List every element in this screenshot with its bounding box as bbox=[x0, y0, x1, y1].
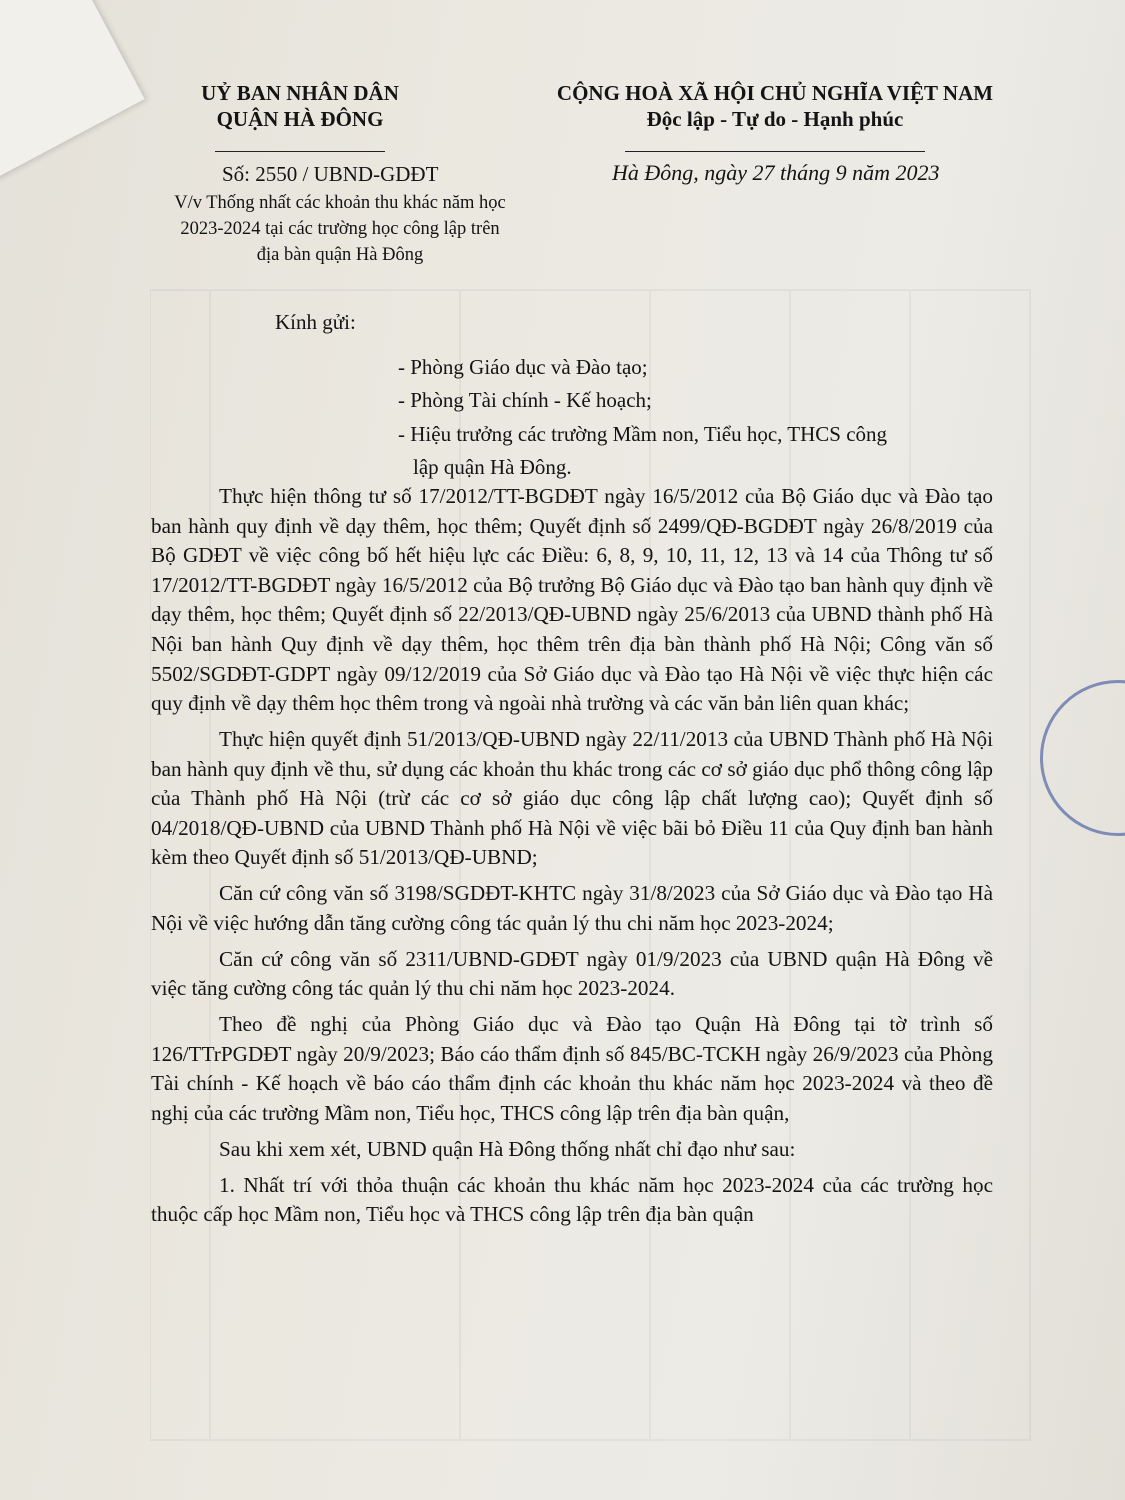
recipient-1: - Phòng Giáo dục và Đào tạo; bbox=[398, 355, 648, 379]
issuer-line-1: UỶ BAN NHÂN DÂN bbox=[201, 81, 399, 105]
body-paragraph-5: Theo đề nghị của Phòng Giáo dục và Đào tạo Quận Hà Đông tại tờ trình số 126/TTrPGDĐT ngày 20/9/2023; Báo cáo thẩm định số 845/BC-TCKH ngày 26/9/2023 của Phòng Tài chính - Kế hoạch về báo cáo thẩm định các khoản thu khác năm học 2023-2024 và theo đề nghị của các trường Mầm non, Tiểu học, THCS công lập trên địa bàn quận, bbox=[151, 1012, 993, 1126]
body-paragraph-4: Căn cứ công văn số 2311/UBND-GDĐT ngày 01/9/2023 của UBND quận Hà Đông về việc tăng cường công tác quản lý thu chi năm học 2023-2024. bbox=[151, 946, 993, 1001]
issuer-underline bbox=[215, 151, 385, 152]
document-date: Hà Đông, ngày 27 tháng 9 năm 2023 bbox=[612, 160, 940, 185]
page-corner-fold bbox=[0, 0, 145, 179]
issuer-header bbox=[160, 80, 440, 158]
greeting: Kính gửi: bbox=[275, 310, 356, 334]
body-paragraph-1: Thực hiện thông tư số 17/2012/TT-BGDĐT ngày 16/5/2012 của Bộ Giáo dục và Đào tạo ban hành quy định về dạy thêm, học thêm; Quyết định số 2499/QĐ-BGDĐT ngày 26/8/2019 của Bộ GDĐT về việc công bố hết hiệu lực các Điều: 6, 8, 9, 10, 11, 12, 13 và 14 của Thông tư số 17/2012/TT-BGDĐT ngày 16/5/2012 của Bộ trưởng Bộ Giáo dục và Đào tạo ban hành quy định về dạy thêm, học thêm; Quyết định số 22/2013/QĐ-UBND ngày 25/6/2013 của UBND thành phố Hà Nội ban hành Quy định về dạy thêm, học thêm trên địa bàn thành phố Hà Nội; Công văn số 5502/SGDĐT-GDPT ngày 09/12/2019 của Sở Giáo dục và Đào tạo Hà Nội về việc thực hiện các quy định về dạy thêm học thêm trong và ngoài nhà trường và các văn bản liên quan khác; bbox=[151, 484, 993, 716]
body-paragraph-7: 1. Nhất trí với thỏa thuận các khoản thu khác năm học 2023-2024 của các trường học thuộc cấp học Mầm non, Tiểu học và THCS công lập trên địa bàn quận bbox=[151, 1172, 993, 1227]
national-title: CỘNG HOÀ XÃ HỘI CHỦ NGHĨA VIỆT NAM bbox=[556, 81, 994, 105]
document-number: Số: 2550 / UBND-GDĐT bbox=[222, 162, 439, 186]
document-subject: V/v Thống nhất các khoản thu khác năm học 2023-2024 tại các trường học công lập trên địa bàn quận Hà Đông bbox=[174, 193, 506, 265]
body-paragraph-2: Thực hiện quyết định 51/2013/QĐ-UBND ngày 22/11/2013 của UBND Thành phố Hà Nội ban hành quy định về thu, sử dụng các khoản thu khác trong các cơ sở giáo dục phổ thông công lập của Thành phố Hà Nội (trừ các cơ sở giáo dục công lập chất lượng cao); Quyết định số 04/2018/QĐ-UBND của UBND Thành phố Hà Nội về việc bãi bỏ Điều 11 của Quy định ban hành kèm theo Quyết định số 51/2013/QĐ-UBND; bbox=[151, 727, 993, 870]
recipient-3-cont: lập quận Hà Đông. bbox=[413, 455, 572, 479]
recipient-2: - Phòng Tài chính - Kế hoạch; bbox=[398, 388, 652, 412]
recipient-3: - Hiệu trưởng các trường Mầm non, Tiểu học, THCS công bbox=[398, 422, 888, 446]
document-body bbox=[151, 482, 993, 1236]
body-paragraph-3: Căn cứ công văn số 3198/SGDĐT-KHTC ngày 31/8/2023 của Sở Giáo dục và Đào tạo Hà Nội về việc hướng dẫn tăng cường công tác quản lý thu chi năm học 2023-2024; bbox=[151, 881, 993, 935]
motto-underline bbox=[625, 151, 925, 152]
official-seal-stamp bbox=[1040, 680, 1125, 836]
national-motto: Độc lập - Tự do - Hạnh phúc bbox=[646, 107, 904, 131]
body-paragraph-6: Sau khi xem xét, UBND quận Hà Đông thống nhất chỉ đạo như sau: bbox=[219, 1136, 796, 1161]
issuer-line-2: QUẬN HÀ ĐÔNG bbox=[216, 107, 384, 131]
national-header bbox=[540, 80, 1010, 158]
